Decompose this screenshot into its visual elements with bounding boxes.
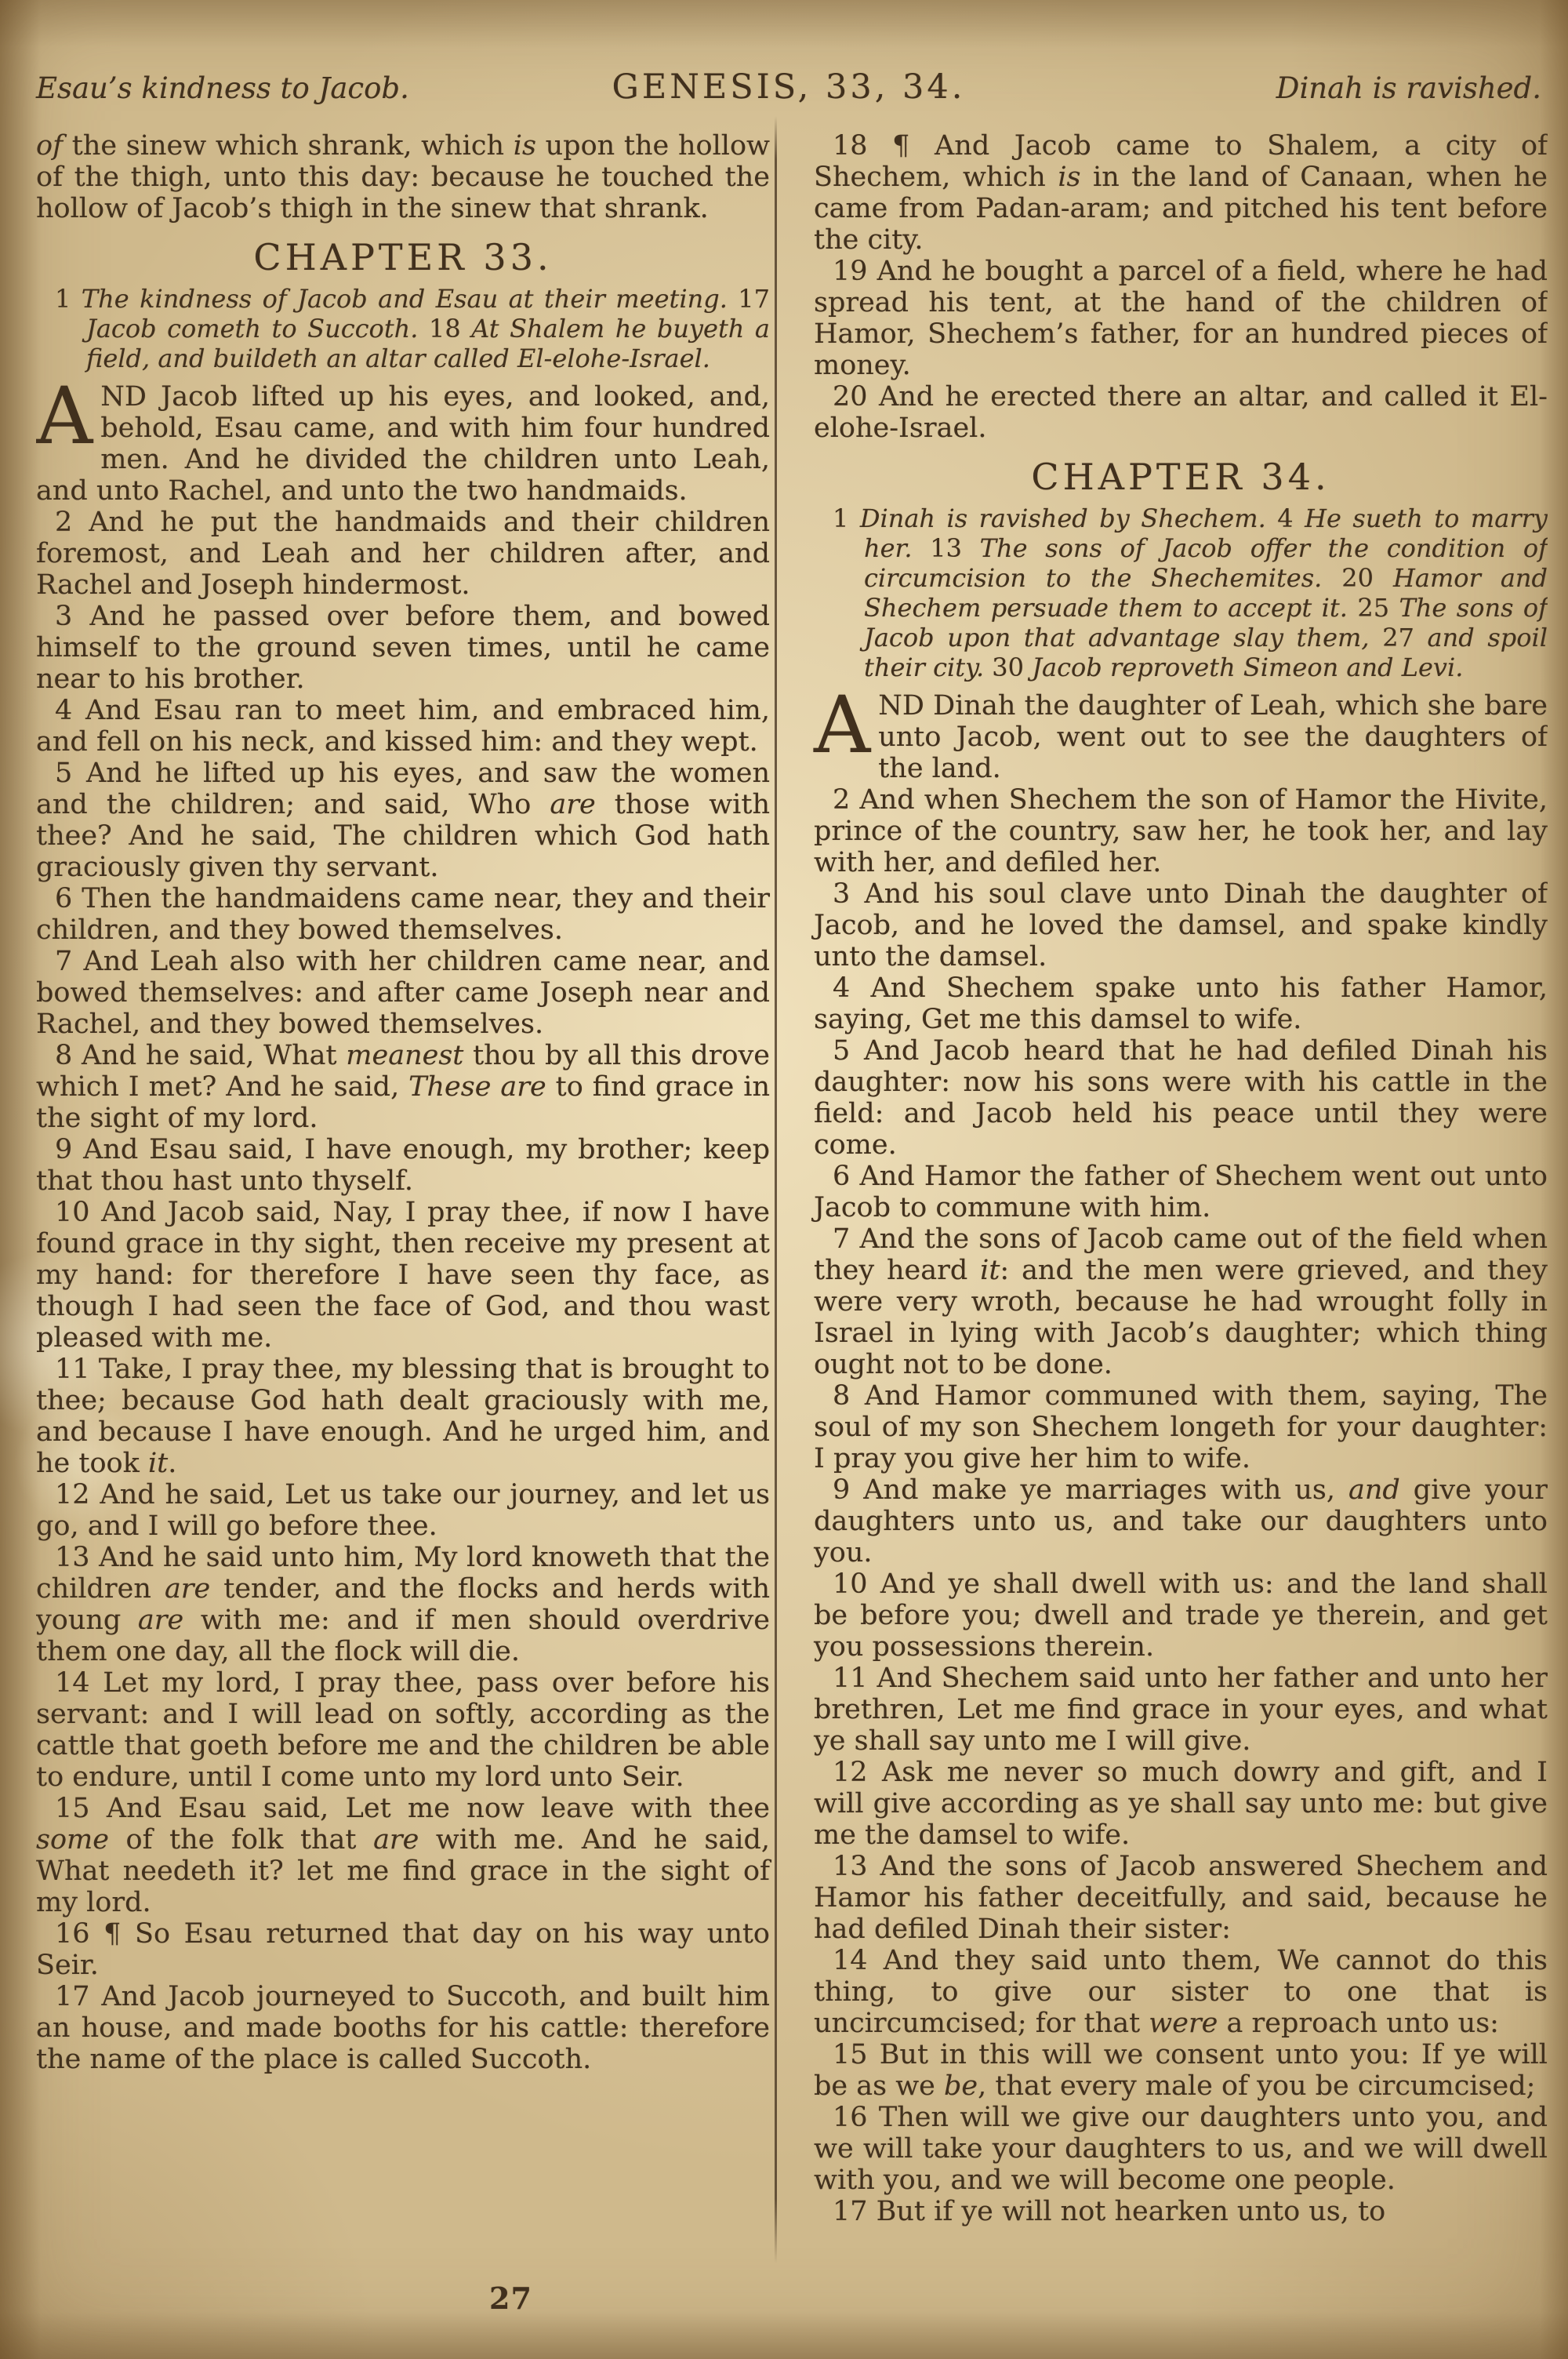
verse-number: 13 (833, 1851, 880, 1882)
verse-number: 3 (833, 878, 865, 910)
verse-number: 20 (833, 381, 879, 413)
verse-number: 18 (833, 130, 893, 162)
italic-word: it (980, 1255, 1000, 1286)
summary-verse-ref: 25 (1357, 593, 1390, 623)
chapter-heading: CHAPTER 33. (253, 236, 553, 278)
summary-verse-ref: 18 (428, 314, 461, 343)
summary-verse-ref: 27 (1382, 623, 1414, 652)
verse-paragraph: 14 And they said unto them, We cannot do this thing, to give our sister to one that is uncircumcised; for that were a reproach unto us: (814, 1945, 1548, 2039)
verse-paragraph: 17 And Jacob journeyed to Succoth, and built him an house, and made booths for his cattle: therefore the name of the place is called Succoth. (36, 1981, 770, 2075)
verse-number: 8 (833, 1380, 865, 1412)
verse-number: 15 (55, 1793, 107, 1824)
italic-word: were (1149, 2008, 1218, 2039)
verse-number: 6 (833, 1161, 860, 1192)
verse-paragraph: 13 And the sons of Jacob answered Shechem and Hamor his father deceitfully, and said, because he had defiled Dinah their sister: (814, 1851, 1548, 1945)
verse-paragraph: 4 And Shechem spake unto his father Hamor, saying, Get me this damsel to wife. (814, 972, 1548, 1035)
verse-paragraph: 11 Take, I pray thee, my blessing that is brought to thee; because God hath dealt graciously with me, and because I have enough. And he urged him, and he took it. (36, 1354, 770, 1479)
page-number: 27 (489, 2281, 532, 2316)
verse-number: 2 (55, 507, 89, 538)
verse-paragraph: 2 And when Shechem the son of Hamor the Hivite, prince of the country, saw her, he took her, and lay with her, and defiled her. (814, 784, 1548, 878)
verse-paragraph: 13 And he said unto him, My lord knoweth that the children are tender, and the flocks and herds with young are with me: and if men should overdrive them one day, all the flock will die. (36, 1542, 771, 1667)
verse-number: 7 (833, 1223, 860, 1255)
chapter-summary: 1 The kindness of Jacob and Esau at their meeting. 17 Jacob cometh to Succoth. 18 At Shalem he buyeth a field, and buildeth an altar called El-elohe-Israel. (55, 284, 771, 373)
running-head-right: Dinah is ravished. (1276, 71, 1541, 105)
pilcrow-mark: ¶ (103, 1918, 136, 1950)
chapter-heading: CHAPTER 34. (1031, 456, 1330, 498)
verse-paragraph: AND Jacob lifted up his eyes, and looked, and, behold, Esau came, and with him four hundred men. And he divided the children unto Leah, and unto Rachel, and unto the two handmaids. (36, 370, 770, 507)
verse-number: 5 (55, 758, 87, 789)
verse-paragraph: 5 And Jacob heard that he had defiled Dinah his daughter: now his sons were with his cattle in the field: and Jacob held his peace until they were come. (814, 1035, 1548, 1161)
book-chapter-title: GENESIS, 33, 34. (612, 67, 966, 107)
verse-number: 6 (55, 883, 82, 914)
continuation-paragraph: of the sinew which shrank, which is upon the hollow of the thigh, unto this day: because he touched the hollow of Jacob’s thigh in the sinew that shrank. (36, 130, 771, 224)
drop-cap: A (36, 370, 93, 462)
verse-paragraph: AND Dinah the daughter of Leah, which she bare unto Jacob, went out to see the daughters of the land. (814, 679, 1548, 784)
verse-number: 9 (833, 1474, 864, 1506)
italic-word: is (513, 130, 536, 162)
italic-word: meanest (346, 1040, 464, 1071)
verse-number: 16 (833, 2102, 879, 2133)
drop-cap: A (814, 679, 871, 771)
italic-word: of (36, 130, 64, 162)
italic-word: are (164, 1573, 211, 1605)
verse-paragraph: 6 Then the handmaidens came near, they and their children, and they bowed themselves. (36, 883, 770, 946)
verse-number: 14 (55, 1667, 103, 1699)
verse-number: 16 (55, 1918, 104, 1950)
verse-number: 9 (55, 1134, 84, 1165)
summary-verse-ref: 4 (1277, 503, 1294, 533)
verse-paragraph: 4 And Esau ran to meet him, and embraced him, and fell on his neck, and kissed him: and they wept. (36, 695, 770, 758)
italic-word: be (944, 2070, 978, 2102)
verse-number: 10 (833, 1568, 880, 1600)
verse-paragraph: 6 And Hamor the father of Shechem went out unto Jacob to commune with him. (814, 1161, 1548, 1223)
italic-word: are (373, 1824, 419, 1856)
italic-word: are (137, 1605, 184, 1636)
verse-paragraph: 10 And Jacob said, Nay, I pray thee, if now I have found grace in thy sight, then receive my present at my hand: for therefore I have seen thy face, as though I had seen the face of God, and thou wast pleased with me. (36, 1197, 770, 1354)
verse-number: 12 (55, 1479, 100, 1510)
verse-paragraph: 12 And he said, Let us take our journey, and let us go, and I will go before thee. (36, 1479, 770, 1542)
verse-number: 19 (833, 256, 877, 287)
verse-paragraph: 20 And he erected there an altar, and called it El-elohe-Israel. (814, 381, 1548, 444)
verse-paragraph: 12 Ask me never so much dowry and gift, and I will give according as ye shall say unto me: but give me the damsel to wife. (814, 1757, 1548, 1851)
verse-paragraph: 10 And ye shall dwell with us: and the land shall be before you; dwell and trade ye therein, and get you possessions therein. (814, 1568, 1548, 1663)
left-column (36, 130, 790, 2248)
verse-paragraph: 19 And he bought a parcel of a field, where he had spread his tent, at the hand of the children of Hamor, Shechem’s father, for an hundred pieces of money. (814, 256, 1548, 381)
verse-paragraph: 11 And Shechem said unto her father and unto her brethren, Let me find grace in your eyes, and what ye shall say unto me I will give. (814, 1663, 1548, 1757)
verse-paragraph: 9 And make ye marriages with us, and give your daughters unto us, and take our daughters unto you. (814, 1474, 1548, 1568)
italic-word: and (1348, 1474, 1400, 1506)
text-columns (0, 107, 1568, 2248)
verse-paragraph: 3 And he passed over before them, and bowed himself to the ground seven times, until he came near to his brother. (36, 601, 770, 695)
verse-number: 17 (55, 1981, 102, 2012)
verse-number: 15 (833, 2039, 880, 2070)
verse-number: 4 (833, 972, 871, 1004)
italic-word: some (36, 1824, 109, 1856)
verse-paragraph: 16 Then will we give our daughters unto you, and we will take your daughters to us, and we will dwell with you, and we will become one people. (814, 2102, 1548, 2196)
verse-paragraph: 7 And Leah also with her children came near, and bowed themselves: and after came Joseph near and Rachel, and they bowed themselves. (36, 946, 770, 1040)
verse-paragraph: 7 And the sons of Jacob came out of the field when they heard it: and the men were grieved, and they were very wroth, because he had wrought folly in Israel in lying with Jacob’s daughter; which thing ought not to be done. (814, 1223, 1548, 1380)
verse-number: 11 (55, 1354, 99, 1385)
verse-paragraph: 15 And Esau said, Let me now leave with thee some of the folk that are with me. And he said, What needeth it? let me find grace in the sight of my lord. (36, 1793, 770, 1918)
verse-number: 5 (833, 1035, 865, 1067)
chapter-summary: 1 Dinah is ravished by Shechem. 4 He sueth to marry her. 13 The sons of Jacob offer the condition of circumcision to the Shechemites. 20 Hamor and Shechem persuade them to accept it. 25 The sons of Jacob upon that advantage slay them, 27 and spoil their city. 30 Jacob reproveth Simeon and Levi. (833, 503, 1548, 682)
italic-word: are (550, 789, 596, 820)
verse-number: 14 (833, 1945, 884, 1976)
summary-verse-ref: 1 (55, 284, 71, 314)
right-column (790, 130, 1548, 2248)
verse-number: 17 (833, 2196, 877, 2227)
verse-number: 2 (833, 784, 860, 816)
summary-verse-ref: 17 (738, 284, 770, 314)
italic-word: is (1058, 162, 1081, 193)
verse-paragraph: 2 And he put the handmaids and their children foremost, and Leah and her children after, and Rachel and Joseph hindermost. (36, 507, 770, 601)
verse-number: 4 (55, 695, 85, 726)
verse-number: 10 (55, 1197, 102, 1228)
verse-number: 8 (55, 1040, 82, 1071)
summary-verse-ref: 30 (992, 652, 1025, 682)
verse-paragraph: 8 And Hamor communed with them, saying, The soul of my son Shechem longeth for your daughter: I pray you give her him to wife. (814, 1380, 1548, 1474)
verse-paragraph: 8 And he said, What meanest thou by all this drove which I met? And he said, These are to find grace in the sight of my lord. (36, 1040, 771, 1134)
running-head-left: Esau’s kindness to Jacob. (36, 71, 409, 105)
verse-paragraph: 14 Let my lord, I pray thee, pass over before his servant: and I will lead on softly, according as the cattle that goeth before me and the children be able to endure, until I come unto my lord unto Seir. (36, 1667, 770, 1793)
verse-paragraph: 9 And Esau said, I have enough, my brother; keep that thou hast unto thyself. (36, 1134, 770, 1197)
pilcrow-mark: ¶ (892, 130, 935, 162)
verse-number: 7 (55, 946, 84, 977)
italic-word: These are (408, 1071, 546, 1103)
summary-verse-ref: 13 (930, 533, 962, 563)
verse-paragraph: 5 And he lifted up his eyes, and saw the women and the children; and said, Who are those with thee? And he said, The children which God hath graciously given thy servant. (36, 758, 770, 883)
verse-paragraph: 3 And his soul clave unto Dinah the daughter of Jacob, and he loved the damsel, and spake kindly unto the damsel. (814, 878, 1548, 972)
page-header (0, 0, 1568, 107)
verse-number: 13 (55, 1542, 100, 1573)
verse-paragraph: 17 But if ye will not hearken unto us, to (833, 2196, 1386, 2227)
verse-number: 12 (833, 1757, 882, 1788)
summary-verse-ref: 20 (1341, 563, 1374, 593)
verse-number: 3 (55, 601, 90, 632)
italic-word: it (147, 1448, 169, 1479)
verse-paragraph: 16 ¶ So Esau returned that day on his way unto Seir. (36, 1918, 770, 1981)
column-rule (775, 116, 777, 2263)
verse-paragraph: 18 ¶ And Jacob came to Shalem, a city of Shechem, which is in the land of Canaan, when he came from Padan-aram; and pitched his tent before the city. (814, 130, 1548, 256)
verse-number: 11 (833, 1663, 877, 1694)
summary-verse-ref: 1 (833, 503, 849, 533)
verse-paragraph: 15 But in this will we consent unto you: If ye will be as we be, that every male of you be circumcised; (814, 2039, 1548, 2102)
